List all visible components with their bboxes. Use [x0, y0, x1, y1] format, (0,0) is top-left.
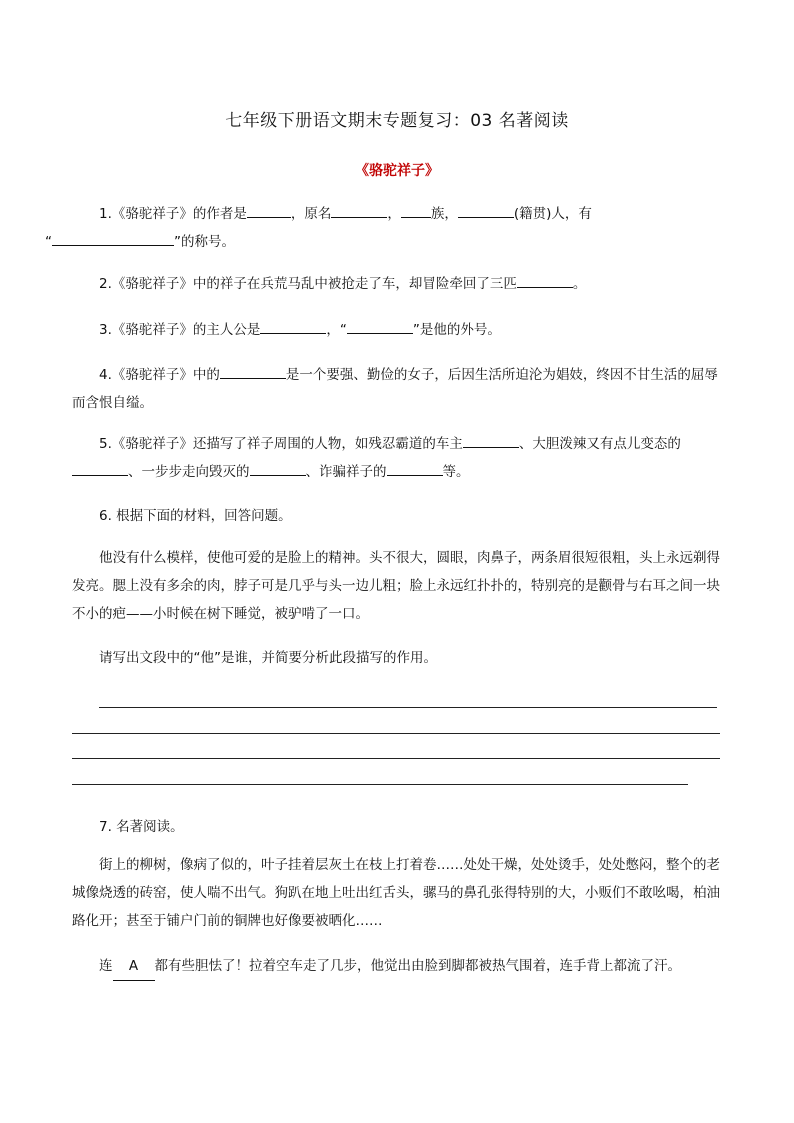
q5-text-b: 、大胆泼辣又有点儿变态的	[518, 436, 681, 452]
q3-text-a: 3.《骆驼祥子》的主人公是	[99, 322, 261, 338]
section-title: 《骆驼祥子》	[355, 163, 439, 179]
q2-text-b: 。	[572, 276, 587, 292]
q7-blank-a: A	[113, 952, 155, 981]
q1-blank-author	[247, 202, 291, 218]
question-2	[72, 270, 724, 298]
q1-text-a: 1.《骆驼祥子》的作者是	[99, 206, 247, 222]
q5-blank-owner	[463, 432, 519, 448]
q3-text-b: ，“	[326, 322, 347, 338]
q5-text-a: 5.《骆驼祥子》还描写了祥子周围的人物，如残忍霸道的车主	[99, 436, 463, 452]
q1-text-e: (籍贯)人，有	[513, 206, 592, 222]
q1-text-d: 族，	[430, 206, 458, 222]
question-7-passage-2	[72, 952, 724, 981]
answer-line-3[interactable]	[72, 758, 720, 759]
q3-text-c: ”是他的外号。	[412, 322, 501, 338]
q1-blank-original-name	[331, 202, 387, 218]
question-7-heading: 7. 名著阅读。	[99, 819, 184, 835]
q2-text-a: 2.《骆驼祥子》中的祥子在兵荒马乱中被抢走了车，却冒险牵回了三匹	[99, 276, 517, 292]
q1-text-b: ，原名	[290, 206, 332, 222]
answer-line-4[interactable]	[72, 784, 688, 785]
q3-blank-protagonist	[260, 318, 326, 334]
q7-text-a: 连	[99, 958, 113, 974]
question-6-passage: 他没有什么模样，使他可爱的是脸上的精神。头不很大，圆眼，肉鼻子，两条眉很短很粗，头上永远剃得发亮。腮上没有多余的肉，脖子可是几乎与头一边儿粗；脸上永远红扑扑的，特别亮的是颧骨与右耳之间一块不小的疤——小时候在树下睡觉，被驴啃了一口。	[72, 550, 720, 622]
answer-line-1[interactable]	[99, 707, 717, 708]
q1-blank-ethnicity	[401, 202, 431, 218]
q7-text-b: 都有些胆怯了！拉着空车走了几步，他觉出由脸到脚都被热气围着，连手背上都流了汗。	[154, 958, 681, 974]
question-6-prompt: 请写出文段中的“他”是谁，并简要分析此段描写的作用。	[99, 650, 437, 666]
q1-blank-title	[52, 230, 174, 246]
page-title: 七年级下册语文期末专题复习：03 名著阅读	[225, 111, 569, 131]
q5-text-d: 、诈骗祥子的	[305, 464, 387, 480]
q1-blank-hometown	[458, 202, 514, 218]
q5-blank-swindler	[387, 460, 443, 476]
q1-text-g: ”的称号。	[174, 234, 235, 250]
question-3	[72, 316, 724, 344]
q5-blank-ruined	[250, 460, 306, 476]
q1-text-f: “	[45, 234, 52, 250]
q4-text-b: 是一个要强、勤俭的女子，后因生活所迫沦为娼妓，终因不甘生活的屈辱而含恨自缢。	[72, 367, 718, 411]
q2-blank	[517, 272, 573, 288]
question-7-passage: 街上的柳树，像病了似的，叶子挂着层灰土在枝上打着卷……处处干燥，处处烫手，处处憋闷，整个的老城像烧透的砖窑，使人喘不出气。狗趴在地上吐出红舌头，骡马的鼻孔张得特别的大，小贩们不敢吆喝，柏油路化开；甚至于铺户门前的铜牌也好像要被晒化……	[72, 857, 720, 929]
answer-line-2[interactable]	[72, 733, 720, 734]
q4-blank	[220, 363, 286, 379]
q4-text-a: 4.《骆驼祥子》中的	[99, 367, 220, 383]
question-1	[45, 200, 724, 256]
q5-blank-bold	[72, 460, 128, 476]
q1-text-c: ，	[387, 206, 401, 222]
question-6-heading: 6. 根据下面的材料，回答问题。	[99, 508, 292, 524]
question-5	[72, 430, 724, 486]
q5-text-c: 、一步步走向毁灭的	[128, 464, 250, 480]
q3-blank-nickname	[347, 318, 413, 334]
question-4	[72, 361, 724, 417]
q5-text-e: 等。	[442, 464, 470, 480]
